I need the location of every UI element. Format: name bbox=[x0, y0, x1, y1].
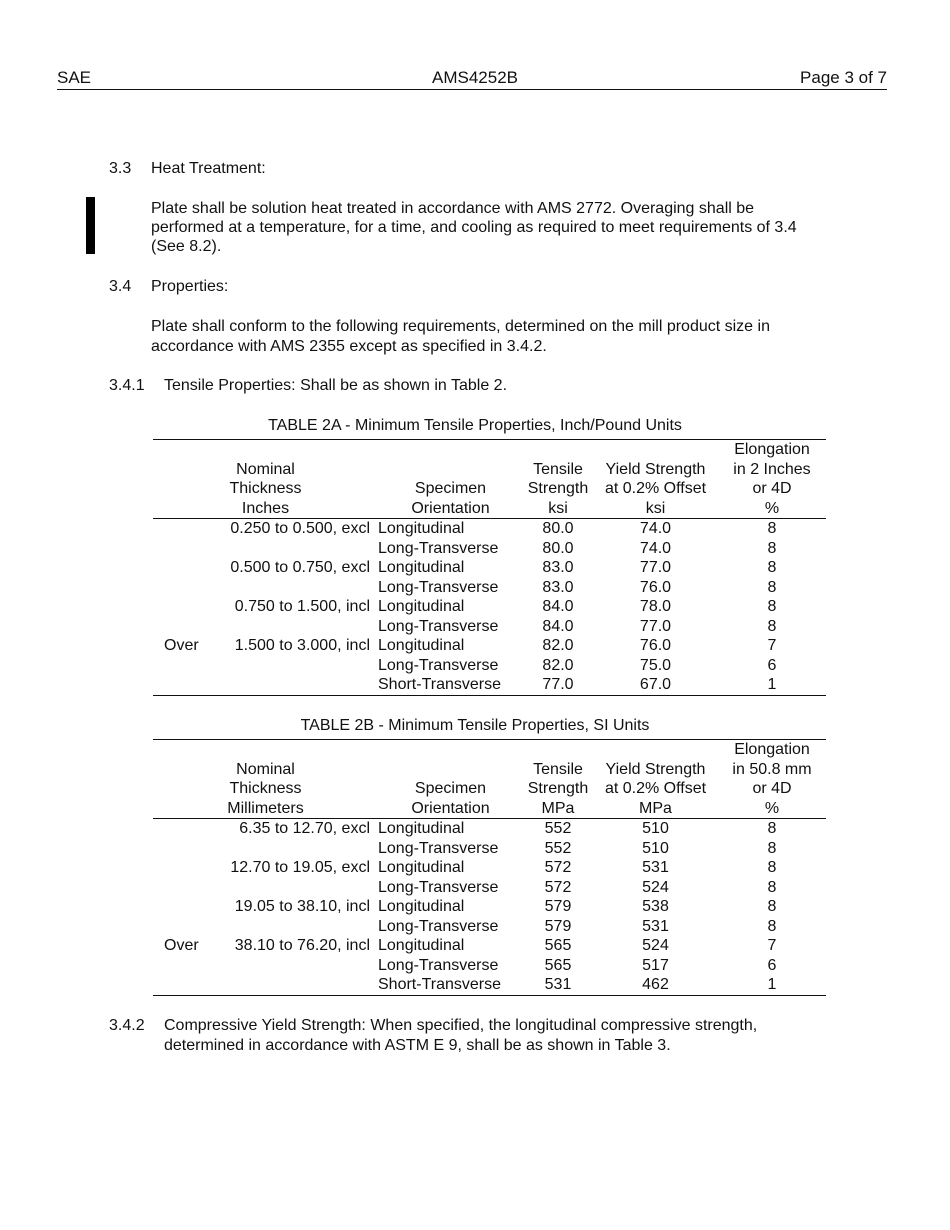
table-2a bbox=[153, 439, 826, 696]
table-row bbox=[153, 897, 826, 917]
cell-yield-strength: 510 bbox=[642, 820, 669, 837]
cell-tensile-strength: 82.0 bbox=[542, 637, 574, 654]
cell-orientation: Longitudinal bbox=[378, 820, 465, 837]
header-tensile-strength: Tensile Strength ksi bbox=[523, 440, 593, 519]
table-row bbox=[153, 917, 826, 937]
revision-bar bbox=[86, 197, 95, 254]
header-elongation: Elongation in 50.8 mm or 4D % bbox=[718, 740, 826, 819]
table-2b-header-row bbox=[153, 740, 826, 819]
cell-thickness bbox=[153, 617, 378, 637]
cell-thickness bbox=[153, 539, 378, 559]
cell-elongation: 8 bbox=[767, 839, 777, 857]
cell-thickness bbox=[153, 636, 378, 656]
cell-elongation: 8 bbox=[767, 820, 777, 837]
table-row bbox=[153, 675, 826, 695]
cell-tensile-strength: 80.0 bbox=[542, 539, 574, 557]
table-row bbox=[153, 956, 826, 976]
cell-orientation: Long-Transverse bbox=[378, 617, 499, 635]
cell-elongation: 8 bbox=[767, 917, 777, 935]
section-3-4-2-line2: determined in accordance with ASTM E 9, shall be as shown in Table 3. bbox=[164, 1037, 671, 1054]
cell-elongation: 8 bbox=[767, 898, 777, 915]
thickness-prefix bbox=[153, 519, 164, 539]
cell-tensile-strength: 579 bbox=[544, 917, 572, 935]
cell-yield-strength: 510 bbox=[642, 839, 669, 857]
cell-orientation: Long-Transverse bbox=[378, 956, 499, 974]
cell-orientation: Long-Transverse bbox=[378, 917, 499, 935]
cell-thickness bbox=[153, 656, 378, 676]
section-3-4-1-text: Tensile Properties: Shall be as shown in Table 2. bbox=[164, 377, 508, 394]
cell-thickness bbox=[153, 597, 378, 617]
thickness-range: 0.750 to 1.500, incl bbox=[234, 598, 370, 615]
table-row bbox=[153, 839, 826, 859]
cell-thickness bbox=[153, 975, 378, 995]
cell-tensile-strength: 83.0 bbox=[542, 578, 574, 596]
cell-yield-strength: 76.0 bbox=[639, 578, 672, 596]
cell-orientation: Long-Transverse bbox=[378, 578, 499, 596]
table-row bbox=[153, 656, 826, 676]
cell-elongation: 8 bbox=[767, 598, 777, 615]
section-3-4-2-number: 3.4.2 bbox=[109, 1017, 145, 1034]
cell-elongation: 1 bbox=[767, 676, 777, 693]
thickness-prefix bbox=[153, 597, 164, 617]
thickness-range: 6.35 to 12.70, excl bbox=[239, 820, 370, 837]
section-3-4-2-line1: Compressive Yield Strength: When specified, the longitudinal compressive strength, bbox=[164, 1017, 758, 1034]
thickness-range: 12.70 to 19.05, excl bbox=[230, 859, 370, 876]
thickness-prefix bbox=[153, 819, 164, 839]
cell-tensile-strength: 82.0 bbox=[542, 656, 574, 674]
cell-orientation: Longitudinal bbox=[378, 520, 465, 537]
table-row bbox=[153, 617, 826, 637]
thickness-prefix: Over bbox=[164, 937, 199, 954]
header-doc-number: AMS4252B bbox=[432, 68, 518, 87]
table-row bbox=[153, 975, 826, 995]
cell-thickness bbox=[153, 878, 378, 898]
cell-orientation: Longitudinal bbox=[378, 598, 465, 615]
table-row bbox=[153, 636, 826, 656]
header-elongation: Elongation in 2 Inches or 4D % bbox=[718, 440, 826, 519]
cell-orientation: Long-Transverse bbox=[378, 539, 499, 557]
table-2a-caption: TABLE 2A - Minimum Tensile Properties, Inch/Pound Units bbox=[268, 417, 682, 434]
thickness-range: 0.250 to 0.500, excl bbox=[230, 520, 370, 537]
cell-orientation: Long-Transverse bbox=[378, 656, 499, 674]
cell-tensile-strength: 80.0 bbox=[542, 520, 574, 537]
table-2b-caption: TABLE 2B - Minimum Tensile Properties, SI Units bbox=[300, 717, 650, 734]
section-3-3-line2: performed at a temperature, for a time, and cooling as required to meet requirements of 3.4 bbox=[151, 219, 797, 236]
thickness-range: 38.10 to 76.20, incl bbox=[234, 937, 370, 954]
thickness-prefix: Over bbox=[164, 637, 199, 654]
table-row bbox=[153, 819, 826, 839]
cell-elongation: 8 bbox=[767, 617, 777, 635]
cell-yield-strength: 524 bbox=[642, 878, 669, 896]
cell-orientation: Short-Transverse bbox=[378, 676, 501, 693]
thickness-prefix bbox=[153, 858, 164, 878]
cell-tensile-strength: 77.0 bbox=[542, 676, 574, 693]
table-row bbox=[153, 936, 826, 956]
cell-thickness bbox=[153, 558, 378, 578]
cell-yield-strength: 524 bbox=[642, 937, 669, 954]
cell-yield-strength: 75.0 bbox=[639, 656, 672, 674]
cell-tensile-strength: 552 bbox=[544, 839, 572, 857]
cell-yield-strength: 67.0 bbox=[639, 676, 672, 693]
cell-tensile-strength: 579 bbox=[544, 898, 572, 915]
header-yield-strength: Yield Strength at 0.2% Offset ksi bbox=[593, 440, 718, 519]
cell-elongation: 7 bbox=[767, 637, 777, 654]
cell-yield-strength: 538 bbox=[642, 898, 669, 915]
header-rule bbox=[57, 89, 887, 90]
section-3-4-title: Properties: bbox=[151, 278, 229, 295]
cell-tensile-strength: 552 bbox=[544, 820, 572, 837]
cell-orientation: Long-Transverse bbox=[378, 878, 499, 896]
cell-elongation: 8 bbox=[767, 539, 777, 557]
section-3-3-line1: Plate shall be solution heat treated in accordance with AMS 2772. Overaging shall be bbox=[151, 200, 755, 217]
cell-yield-strength: 74.0 bbox=[639, 539, 672, 557]
cell-yield-strength: 462 bbox=[642, 976, 669, 993]
cell-thickness bbox=[153, 519, 378, 539]
cell-yield-strength: 77.0 bbox=[639, 617, 672, 635]
header-nominal-thickness: Nominal Thickness Inches bbox=[153, 440, 378, 519]
cell-thickness bbox=[153, 917, 378, 937]
table-row bbox=[153, 558, 826, 578]
cell-orientation: Longitudinal bbox=[378, 937, 465, 954]
cell-orientation: Short-Transverse bbox=[378, 976, 501, 993]
cell-thickness bbox=[153, 936, 378, 956]
table-row bbox=[153, 858, 826, 878]
cell-yield-strength: 531 bbox=[642, 859, 669, 876]
cell-yield-strength: 77.0 bbox=[639, 559, 672, 576]
table-row bbox=[153, 578, 826, 598]
cell-thickness bbox=[153, 956, 378, 976]
thickness-prefix bbox=[153, 558, 164, 578]
section-3-3-line3: (See 8.2). bbox=[151, 238, 222, 255]
cell-elongation: 8 bbox=[767, 878, 777, 896]
cell-orientation: Longitudinal bbox=[378, 898, 465, 915]
section-3-4-number: 3.4 bbox=[109, 278, 132, 295]
cell-tensile-strength: 572 bbox=[544, 878, 572, 896]
cell-yield-strength: 74.0 bbox=[639, 520, 672, 537]
header-specimen-orientation: Specimen Orientation bbox=[378, 740, 523, 819]
cell-elongation: 8 bbox=[767, 859, 777, 876]
header-page-number: Page 3 of 7 bbox=[800, 68, 887, 87]
cell-elongation: 1 bbox=[767, 976, 777, 993]
cell-tensile-strength: 565 bbox=[544, 956, 572, 974]
cell-elongation: 7 bbox=[767, 937, 777, 954]
cell-tensile-strength: 565 bbox=[544, 937, 572, 954]
cell-yield-strength: 531 bbox=[642, 917, 669, 935]
thickness-range: 19.05 to 38.10, incl bbox=[234, 898, 370, 915]
table-row bbox=[153, 878, 826, 898]
thickness-range: 1.500 to 3.000, incl bbox=[234, 637, 370, 654]
table-row bbox=[153, 539, 826, 559]
cell-orientation: Longitudinal bbox=[378, 859, 465, 876]
header-left: SAE bbox=[57, 68, 92, 87]
table-2b bbox=[153, 739, 826, 996]
header-nominal-thickness: Nominal Thickness Millimeters bbox=[153, 740, 378, 819]
section-3-3-number: 3.3 bbox=[109, 160, 132, 177]
section-3-4-line1: Plate shall conform to the following requirements, determined on the mill product size in bbox=[151, 318, 770, 335]
cell-yield-strength: 78.0 bbox=[639, 598, 672, 615]
cell-yield-strength: 517 bbox=[642, 956, 669, 974]
cell-elongation: 8 bbox=[767, 578, 777, 596]
cell-tensile-strength: 83.0 bbox=[542, 559, 574, 576]
table-2a-header-row bbox=[153, 440, 826, 519]
cell-thickness bbox=[153, 819, 378, 839]
section-3-3-title: Heat Treatment: bbox=[151, 160, 266, 177]
section-3-4-1-number: 3.4.1 bbox=[109, 377, 145, 394]
cell-elongation: 8 bbox=[767, 559, 777, 576]
cell-yield-strength: 76.0 bbox=[639, 637, 672, 654]
cell-tensile-strength: 84.0 bbox=[542, 617, 574, 635]
cell-thickness bbox=[153, 839, 378, 859]
table-row bbox=[153, 519, 826, 539]
cell-tensile-strength: 531 bbox=[544, 976, 572, 993]
thickness-prefix bbox=[153, 897, 164, 917]
section-3-4-line2: accordance with AMS 2355 except as specified in 3.4.2. bbox=[151, 338, 547, 355]
cell-tensile-strength: 572 bbox=[544, 859, 572, 876]
cell-thickness bbox=[153, 675, 378, 695]
cell-thickness bbox=[153, 858, 378, 878]
table-row bbox=[153, 597, 826, 617]
cell-elongation: 8 bbox=[767, 520, 777, 537]
cell-thickness bbox=[153, 578, 378, 598]
cell-elongation: 6 bbox=[767, 656, 777, 674]
cell-orientation: Long-Transverse bbox=[378, 839, 499, 857]
cell-orientation: Longitudinal bbox=[378, 637, 465, 654]
cell-orientation: Longitudinal bbox=[378, 559, 465, 576]
header-yield-strength: Yield Strength at 0.2% Offset MPa bbox=[593, 740, 718, 819]
cell-elongation: 6 bbox=[767, 956, 777, 974]
cell-tensile-strength: 84.0 bbox=[542, 598, 574, 615]
header-tensile-strength: Tensile Strength MPa bbox=[523, 740, 593, 819]
thickness-range: 0.500 to 0.750, excl bbox=[230, 559, 370, 576]
cell-thickness bbox=[153, 897, 378, 917]
header-specimen-orientation: Specimen Orientation bbox=[378, 440, 523, 519]
